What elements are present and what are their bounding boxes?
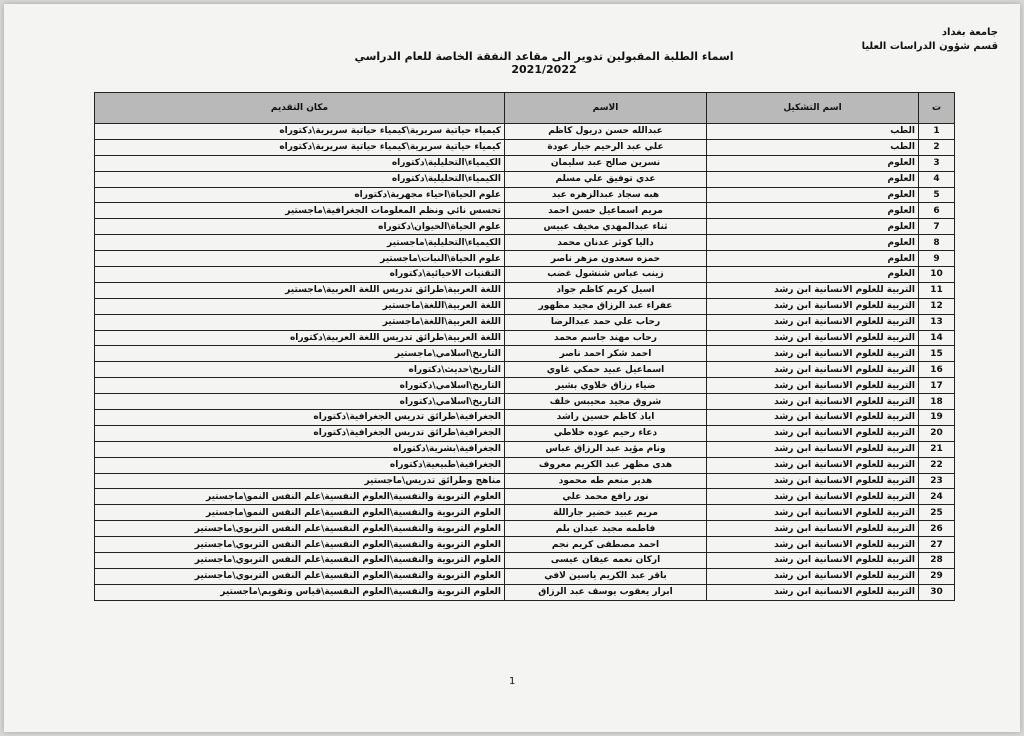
row-application-place: علوم الحياة\النبات\ماجستير <box>95 251 505 267</box>
row-number: 3 <box>919 155 955 171</box>
document-page <box>4 4 1020 732</box>
row-number: 7 <box>919 219 955 235</box>
row-number: 27 <box>919 537 955 553</box>
row-student-name: اركان نعمه عيفان عيسى <box>505 553 707 569</box>
row-application-place: التاريخ\اسلامي\دكتوراه <box>95 378 505 394</box>
department-name: قسم شؤون الدراسات العليا <box>861 41 998 52</box>
row-student-name: نور رافع محمد علي <box>505 489 707 505</box>
table-row <box>95 457 955 473</box>
row-faculty: الطب <box>707 124 919 140</box>
row-student-name: هبه سجاد عبدالزهره عبد <box>505 187 707 203</box>
row-number: 9 <box>919 251 955 267</box>
row-student-name: علي عبد الرحيم جبار عودة <box>505 139 707 155</box>
table-row <box>95 282 955 298</box>
row-faculty: العلوم <box>707 267 919 283</box>
row-student-name: شروق مجيد محيبس خلف <box>505 394 707 410</box>
row-number: 19 <box>919 410 955 426</box>
table-row <box>95 394 955 410</box>
row-student-name: ثناء عبدالمهدي مخيف عبيس <box>505 219 707 235</box>
row-application-place: العلوم التربوية والنفسية\العلوم النفسية\علم النفس التربوي\ماجستير <box>95 568 505 584</box>
row-faculty: التربية للعلوم الانسانية ابن رشد <box>707 537 919 553</box>
row-student-name: باقر عبد الكريم ياسين لافي <box>505 568 707 584</box>
row-number: 16 <box>919 362 955 378</box>
row-faculty: العلوم <box>707 203 919 219</box>
table-row <box>95 251 955 267</box>
row-faculty: التربية للعلوم الانسانية ابن رشد <box>707 282 919 298</box>
row-number: 30 <box>919 584 955 600</box>
row-number: 20 <box>919 425 955 441</box>
table-row <box>95 568 955 584</box>
row-application-place: الجغرافية\طرائق تدريس الجغرافية\دكتوراه <box>95 425 505 441</box>
row-faculty: التربية للعلوم الانسانية ابن رشد <box>707 441 919 457</box>
row-application-place: العلوم التربوية والنفسية\العلوم النفسية\علم النفس التربوي\ماجستير <box>95 553 505 569</box>
row-faculty: التربية للعلوم الانسانية ابن رشد <box>707 314 919 330</box>
row-faculty: التربية للعلوم الانسانية ابن رشد <box>707 298 919 314</box>
row-faculty: العلوم <box>707 155 919 171</box>
row-application-place: العلوم التربوية والنفسية\العلوم النفسية\علم النفس التربوي\ماجستير <box>95 537 505 553</box>
row-faculty: التربية للعلوم الانسانية ابن رشد <box>707 521 919 537</box>
row-faculty: التربية للعلوم الانسانية ابن رشد <box>707 330 919 346</box>
row-application-place: كيمياء حياتية سريرية\كيمياء حياتية سريرية\دكتوراه <box>95 139 505 155</box>
students-table <box>94 92 955 601</box>
row-faculty: العلوم <box>707 187 919 203</box>
row-number: 18 <box>919 394 955 410</box>
row-number: 5 <box>919 187 955 203</box>
row-student-name: حمزه سعدون مزهر ناصر <box>505 251 707 267</box>
row-number: 6 <box>919 203 955 219</box>
row-student-name: زينب عباس شنشول غضب <box>505 267 707 283</box>
row-number: 26 <box>919 521 955 537</box>
table-row <box>95 314 955 330</box>
table-row <box>95 155 955 171</box>
row-application-place: كيمياء حياتية سريرية\كيمياء حياتية سريرية\دكتوراه <box>95 124 505 140</box>
table-row <box>95 521 955 537</box>
table-row <box>95 346 955 362</box>
row-student-name: ضياء رزاق خلاوي بشير <box>505 378 707 394</box>
row-application-place: مناهج وطرائق تدريس\ماجستير <box>95 473 505 489</box>
row-application-place: الكيمياء\التحليلية\دكتوراه <box>95 155 505 171</box>
table-row <box>95 203 955 219</box>
row-number: 13 <box>919 314 955 330</box>
table-body <box>95 124 955 601</box>
row-student-name: رحاب علي حمد عبدالرضا <box>505 314 707 330</box>
row-faculty: العلوم <box>707 219 919 235</box>
row-student-name: احمد شكر احمد ناصر <box>505 346 707 362</box>
row-faculty: العلوم <box>707 251 919 267</box>
row-faculty: التربية للعلوم الانسانية ابن رشد <box>707 505 919 521</box>
row-application-place: التاريخ\اسلامي\ماجستير <box>95 346 505 362</box>
row-student-name: فاطمه مجيد عيدان بلم <box>505 521 707 537</box>
row-application-place: التاريخ\حديث\دكتوراه <box>95 362 505 378</box>
row-application-place: العلوم التربوية والنفسية\العلوم النفسية\علم النفس النمو\ماجستير <box>95 505 505 521</box>
row-student-name: احمد مصطفى كريم نجم <box>505 537 707 553</box>
table-row <box>95 537 955 553</box>
row-application-place: الجغرافية\طبيعية\دكتوراه <box>95 457 505 473</box>
row-number: 29 <box>919 568 955 584</box>
row-application-place: اللغة العربية\طرائق تدريس اللغة العربية\ماجستير <box>95 282 505 298</box>
table-row <box>95 362 955 378</box>
row-student-name: رحاب مهند جاسم محمد <box>505 330 707 346</box>
row-student-name: اسيل كريم كاظم جواد <box>505 282 707 298</box>
row-number: 10 <box>919 267 955 283</box>
row-student-name: مريم عبيد خضير جاراللة <box>505 505 707 521</box>
row-number: 15 <box>919 346 955 362</box>
table-row <box>95 298 955 314</box>
table-row <box>95 171 955 187</box>
table-row <box>95 410 955 426</box>
row-faculty: التربية للعلوم الانسانية ابن رشد <box>707 362 919 378</box>
row-application-place: الجغرافية\طرائق تدريس الجغرافية\دكتوراه <box>95 410 505 426</box>
row-number: 12 <box>919 298 955 314</box>
row-application-place: الجغرافية\بشرية\دكتوراه <box>95 441 505 457</box>
table-row <box>95 187 955 203</box>
row-number: 14 <box>919 330 955 346</box>
row-faculty: التربية للعلوم الانسانية ابن رشد <box>707 378 919 394</box>
row-number: 17 <box>919 378 955 394</box>
row-number: 28 <box>919 553 955 569</box>
row-number: 25 <box>919 505 955 521</box>
row-number: 8 <box>919 235 955 251</box>
row-student-name: اسماعيل عبيد حمكي غاوي <box>505 362 707 378</box>
row-faculty: التربية للعلوم الانسانية ابن رشد <box>707 394 919 410</box>
table-row <box>95 330 955 346</box>
row-faculty: الطب <box>707 139 919 155</box>
column-header-number: ت <box>919 93 955 124</box>
row-faculty: التربية للعلوم الانسانية ابن رشد <box>707 553 919 569</box>
table-row <box>95 584 955 600</box>
row-application-place: علوم الحياة\احياء مجهرية\دكتوراه <box>95 187 505 203</box>
row-faculty: التربية للعلوم الانسانية ابن رشد <box>707 584 919 600</box>
row-student-name: عفراء عبد الرزاق مجيد مظهور <box>505 298 707 314</box>
row-faculty: التربية للعلوم الانسانية ابن رشد <box>707 489 919 505</box>
table-row <box>95 489 955 505</box>
table-row <box>95 505 955 521</box>
row-number: 22 <box>919 457 955 473</box>
table-row <box>95 553 955 569</box>
row-faculty: العلوم <box>707 235 919 251</box>
row-faculty: التربية للعلوم الانسانية ابن رشد <box>707 346 919 362</box>
letterhead <box>848 26 998 54</box>
row-faculty: التربية للعلوم الانسانية ابن رشد <box>707 410 919 426</box>
row-student-name: عدي توفيق علي مسلم <box>505 171 707 187</box>
row-student-name: دعاء رحيم عوده خلاطي <box>505 425 707 441</box>
table-row <box>95 378 955 394</box>
table-row <box>95 219 955 235</box>
row-number: 11 <box>919 282 955 298</box>
document-title: اسماء الطلبة المقبولين تدوير الى مقاعد النفقة الخاصة للعام الدراسي 2021/2022 <box>354 50 734 76</box>
row-student-name: هدى مظهر عبد الكريم معروف <box>505 457 707 473</box>
row-faculty: التربية للعلوم الانسانية ابن رشد <box>707 473 919 489</box>
row-application-place: اللغة العربية\طرائق تدريس اللغة العربية\دكتوراه <box>95 330 505 346</box>
row-application-place: اللغة العربية\اللغة\ماجستير <box>95 314 505 330</box>
row-application-place: العلوم التربوية والنفسية\العلوم النفسية\علم النفس النمو\ماجستير <box>95 489 505 505</box>
row-student-name: اياد كاظم حسين راشد <box>505 410 707 426</box>
row-student-name: داليا كوثر عدنان محمد <box>505 235 707 251</box>
table-row <box>95 124 955 140</box>
row-student-name: نسرين صالح عبد سليمان <box>505 155 707 171</box>
row-application-place: العلوم التربوية والنفسية\العلوم النفسية\علم النفس التربوي\ماجستير <box>95 521 505 537</box>
university-name: جامعة بغداد <box>941 27 998 38</box>
row-application-place: الكيمياء\التحليلية\دكتوراه <box>95 171 505 187</box>
row-application-place: تحسس نائي ونظم المعلومات الجغرافية\ماجستير <box>95 203 505 219</box>
row-student-name: ابرار يعقوب يوسف عبد الرزاق <box>505 584 707 600</box>
row-student-name: عبدالله حسن دريول كاظم <box>505 124 707 140</box>
row-student-name: ونام مؤيد عبد الرزاق عباس <box>505 441 707 457</box>
row-number: 4 <box>919 171 955 187</box>
column-header-name: الاسم <box>505 93 707 124</box>
column-header-faculty: اسم التشكيل <box>707 93 919 124</box>
table-row <box>95 267 955 283</box>
row-student-name: هدير منعم طه محمود <box>505 473 707 489</box>
row-number: 1 <box>919 124 955 140</box>
row-application-place: التقنيات الاحيائية\دكتوراه <box>95 267 505 283</box>
row-application-place: علوم الحياة\الحيوان\دكتوراه <box>95 219 505 235</box>
row-faculty: التربية للعلوم الانسانية ابن رشد <box>707 425 919 441</box>
table-row <box>95 441 955 457</box>
row-number: 2 <box>919 139 955 155</box>
row-faculty: التربية للعلوم الانسانية ابن رشد <box>707 568 919 584</box>
row-application-place: العلوم التربوية والنفسية\العلوم النفسية\قياس وتقويم\ماجستير <box>95 584 505 600</box>
row-faculty: العلوم <box>707 171 919 187</box>
page-number: 1 <box>509 676 516 687</box>
column-header-place: مكان التقديم <box>95 93 505 124</box>
table-row <box>95 139 955 155</box>
row-number: 24 <box>919 489 955 505</box>
row-faculty: التربية للعلوم الانسانية ابن رشد <box>707 457 919 473</box>
row-application-place: اللغة العربية\اللغة\ماجستير <box>95 298 505 314</box>
table-header-row <box>95 93 955 124</box>
table-row <box>95 473 955 489</box>
row-number: 23 <box>919 473 955 489</box>
row-application-place: التاريخ\اسلامي\دكتوراه <box>95 394 505 410</box>
row-student-name: مريم اسماعيل حسن احمد <box>505 203 707 219</box>
table-row <box>95 425 955 441</box>
table-row <box>95 235 955 251</box>
row-application-place: الكيمياء\التحليلية\ماجستير <box>95 235 505 251</box>
row-number: 21 <box>919 441 955 457</box>
